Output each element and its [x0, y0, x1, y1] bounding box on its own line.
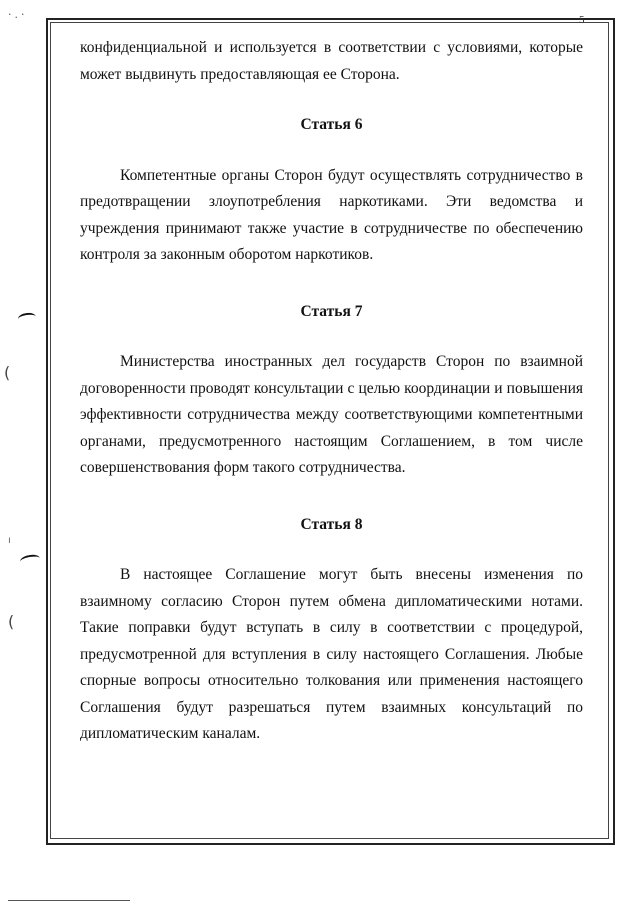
article-7-heading: Статья 7	[300, 302, 363, 320]
scan-speck-marks: ·.·	[8, 8, 28, 21]
paragraph-continuation: конфиденциальной и используется в соответствии с условиями, которые может выдвинуть предоставляющая ее Сторона.	[80, 39, 583, 83]
article-8-text: В настоящее Соглашение могут быть внесены изменения по взаимному согласию Сторон путем обмена дипломатическими нотами. Такие поправки будут вступать в силу в соответствии с процедурой, предусмотренной для вступления в силу настоящего Соглашения. Любые спорные вопросы относительно толкования или применения настоящего Соглашения будут разрешаться путем взаимных консультаций по дипломатическим каналам.	[80, 566, 583, 742]
scan-paren-mark: (	[8, 612, 15, 631]
page-number: 5	[579, 14, 585, 26]
scan-paren-mark: (	[4, 363, 11, 382]
scan-arc-mark	[19, 553, 40, 566]
article-6-heading: Статья 6	[300, 116, 363, 133]
document-body	[80, 35, 583, 748]
scan-tick-mark: ı	[8, 535, 11, 546]
scan-arc-mark	[17, 312, 36, 324]
article-7-text: Министерства иностранных дел государств Сторон по взаимной договоренности проводят консультации с целью координации и повышения эффективности сотрудничества между соответствующими компетентными органами, предусмотренного настоящим Соглашением, в том числе совершенствования форм такого сотрудничества.	[80, 353, 583, 476]
scan-bottom-line	[8, 900, 130, 901]
article-6-text: Компетентные органы Сторон будут осуществлять сотрудничество в предотвращении злоупотребления наркотиками. Эти ведомства и учреждения принимают также участие в сотрудничестве по обеспечению контроля за законным оборотом наркотиков.	[80, 166, 583, 263]
article-8-heading: Статья 8	[300, 515, 363, 533]
